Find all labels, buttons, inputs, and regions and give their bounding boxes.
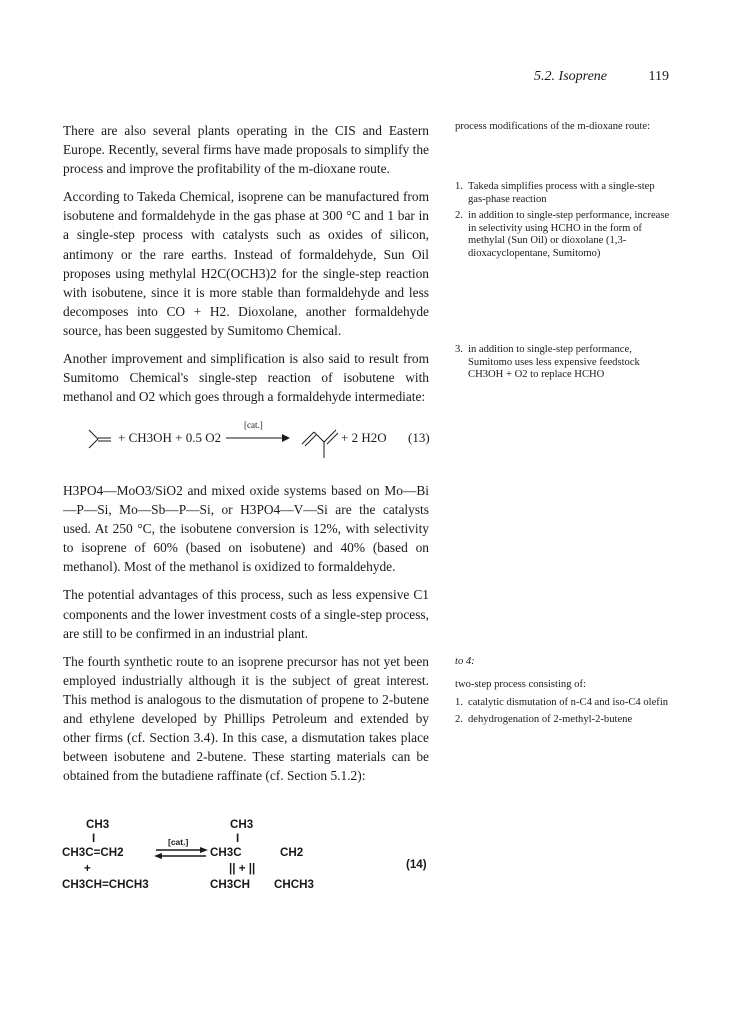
paragraph-2: According to Takeda Chemical, isoprene can be manufactured from isobutene and formaldehyde in the gas phase at 300 °C and 1 bar in a single-step process with catalysts such as oxides of silicon, antimony or the rare earths. Instead of formaldehyde, Sun Oil proposes using methylal H2C(OCH3)2 for the single-step reaction with isobutene, since it is more stable than formaldehyde and less decomposes into CO + H2. Dioxolane, another formaldehyde source, has been suggested by Sumitomo Chemical. <box>63 189 429 338</box>
paragraph-3: Another improvement and simplification is also said to result from Sumitomo Chemical's single-step reaction of isobutene with methanol and O2 which goes through a formaldehyde intermediate: <box>63 351 429 405</box>
equation-13 <box>88 420 433 466</box>
eq14-ch3-right: CH3 <box>230 818 254 831</box>
reaction-arrow-icon <box>226 434 290 442</box>
margin-note-item-3 <box>455 344 670 386</box>
margin-note-route-4 <box>455 656 670 730</box>
eq14-2-butene: CH3CH=CHCH3 <box>62 878 149 891</box>
eq14-double-bonds: || + || <box>229 862 256 875</box>
eq13-products: + 2 H2O <box>341 430 387 445</box>
eq13-reactants: + CH3OH + 0.5 O2 <box>118 430 222 445</box>
eq14-catalyst: [cat.] <box>168 837 189 847</box>
section-title: 5.2. Isoprene <box>534 69 608 84</box>
margin-list-item: 1. catalytic dismutation of n-C4 and iso-C4 olefin <box>455 697 669 708</box>
isoprene-structure-icon <box>300 420 344 460</box>
eq14-product-b-bottom: CHCH3 <box>274 878 314 891</box>
eq14-product-a-top: CH3C <box>210 846 242 859</box>
equation-14 <box>62 818 442 908</box>
eq13-catalyst: [cat.] <box>244 420 263 430</box>
margin-list-item: 1. Takeda simplifies process with a single-step gas-phase reaction <box>455 181 655 205</box>
page-number: 119 <box>648 69 669 84</box>
eq14-number: (14) <box>406 858 427 871</box>
eq14-product-b-top: CH2 <box>280 846 304 859</box>
margin-note-list-a <box>455 181 670 264</box>
eq14-isobutene: CH3C=CH2 <box>62 846 124 859</box>
paragraph-4: H3PO4—MoO3/SiO2 and mixed oxide systems based on Mo—Bi—P—Si, Mo—Sb—P—Si, or H3PO4—V—Si are the catalysts used. At 250 °C, the isobutene conversion is 12%, with selectivity to isoprene of 60% (based on isobutene) and 40% (based on methanol). Most of the methanol is oxidized to formaldehyde. <box>63 483 429 575</box>
margin-list-item: 3. in addition to single-step performance, Sumitomo uses less expensive feedstock CH3OH + O2 to replace HCHO <box>455 344 640 380</box>
main-column <box>63 121 429 415</box>
equilibrium-arrow-icon <box>154 847 208 859</box>
isobutene-structure-icon <box>88 428 112 450</box>
margin-list-item: 2. in addition to single-step performance, increase in selectivity using HCHO in the form of methylal (Sun Oil) or dioxolane (1,3-dioxacyclopentane, Sumitomo) <box>455 210 670 259</box>
margin-note-to4-intro: two-step process consisting of: <box>455 678 586 690</box>
eq14-ch3-left: CH3 <box>86 818 110 831</box>
paragraph-1: There are also several plants operating in the CIS and Eastern Europe. Recently, several firms have made proposals to simplify the process and improve the profitability of the m-dioxane route. <box>63 123 429 177</box>
eq13-number: (13) <box>408 430 430 445</box>
paragraph-5: The potential advantages of this process, such as less expensive C1 components and the lower investment costs of a single-step process, are still to be confirmed in an industrial plant. <box>63 587 429 641</box>
margin-list-item: 2. dehydrogenation of 2-methyl-2-butene <box>455 713 633 725</box>
main-column-continued <box>63 481 429 794</box>
margin-note-intro <box>455 121 670 134</box>
eq14-product-a-bottom: CH3CH <box>210 878 250 891</box>
eq14-bond-left: I <box>92 832 96 845</box>
eq14-plus-left: + <box>84 862 91 875</box>
page-header <box>534 69 669 85</box>
margin-note-intro-text: process modifications of the m-dioxane route: <box>455 121 651 132</box>
eq14-bond-right: I <box>236 832 240 845</box>
paragraph-6: The fourth synthetic route to an isoprene precursor has not yet been employed industrially although it is the subject of great interest. This method is analogous to the dismutation of propene to 2-butene and ethylene developed by Phillips Petroleum and extended by other firms (cf. Section 3.4). In this case, a dismutation takes place between isobutene and 2-butene. These starting materials can be obtained from the butadiene raffinate (cf. Section 5.1.2): <box>63 653 429 784</box>
margin-note-to4: to 4: <box>455 656 475 667</box>
